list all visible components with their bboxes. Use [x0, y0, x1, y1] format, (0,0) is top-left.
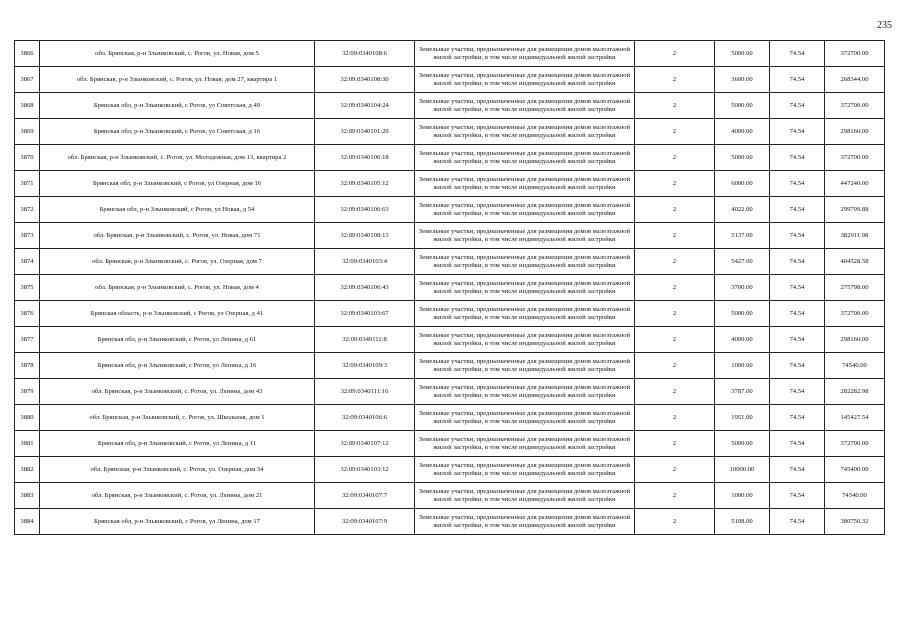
cadastral-value-cell: 447240.00	[825, 171, 885, 197]
address-cell: обл. Брянская, р-н Злынковский, с. Рогов, ул. Ленина, дом 21	[40, 483, 315, 509]
table-row	[15, 119, 885, 145]
category-cell: 2	[635, 171, 715, 197]
row-number: 3883	[15, 483, 40, 509]
cadastral-value-cell: 382911.98	[825, 223, 885, 249]
permitted-use-cell: Земельные участки, предназначенные для размещения домов малоэтажной жилой застройки, в том числе индивидуальной жилой застройки	[415, 405, 635, 431]
address-cell: обл. Брянская, р-н Злынковский, с. Рогов, ул. Новая, дом 27, квартира 1	[40, 67, 315, 93]
address-cell: обл. Брянская, р-н Злынковский, с. Рогов, ул. Озерная, дом 7	[40, 249, 315, 275]
cadastral-number-cell: 32:09:0340106:18	[315, 145, 415, 171]
permitted-use-cell: Земельные участки, предназначенные для размещения домов малоэтажной жилой застройки, в том числе индивидуальной жилой застройки	[415, 275, 635, 301]
category-cell: 2	[635, 379, 715, 405]
category-cell: 2	[635, 327, 715, 353]
area-cell: 5137.00	[715, 223, 770, 249]
cadastral-number-cell: 32:09:0340108:13	[315, 223, 415, 249]
category-cell: 2	[635, 41, 715, 67]
cadastral-number-cell: 32:09:0340106:43	[315, 275, 415, 301]
cadastral-value-cell: 275798.00	[825, 275, 885, 301]
row-number: 3866	[15, 41, 40, 67]
table-row	[15, 457, 885, 483]
cadastral-value-cell: 299799.88	[825, 197, 885, 223]
row-number: 3877	[15, 327, 40, 353]
cadastral-number-cell: 32:09:0340106:63	[315, 197, 415, 223]
cadastral-number-cell: 32:09:0340103:4	[315, 249, 415, 275]
row-number: 3873	[15, 223, 40, 249]
row-number: 3880	[15, 405, 40, 431]
cadastral-value-cell: 298160.00	[825, 119, 885, 145]
cadastral-value-cell: 404528.58	[825, 249, 885, 275]
row-number: 3881	[15, 431, 40, 457]
permitted-use-cell: Земельные участки, предназначенные для размещения домов малоэтажной жилой застройки, в том числе индивидуальной жилой застройки	[415, 171, 635, 197]
category-cell: 2	[635, 457, 715, 483]
area-cell: 10000.00	[715, 457, 770, 483]
cadastral-value-cell: 372700.00	[825, 41, 885, 67]
area-cell: 5000.00	[715, 301, 770, 327]
table-row	[15, 483, 885, 509]
cadastral-number-cell: 32:09:0340107:12	[315, 431, 415, 457]
cadastral-number-cell: 32:09:0340111:8	[315, 327, 415, 353]
cadastral-number-cell: 32:09:0340103:67	[315, 301, 415, 327]
cadastral-number-cell: 32:09:0340111:16	[315, 379, 415, 405]
table-body	[15, 41, 885, 535]
cadastral-value-cell: 282282.98	[825, 379, 885, 405]
permitted-use-cell: Земельные участки, предназначенные для размещения домов малоэтажной жилой застройки, в том числе индивидуальной жилой застройки	[415, 93, 635, 119]
table-row	[15, 223, 885, 249]
cadastral-number-cell: 32:09:0340103:12	[315, 457, 415, 483]
table-row	[15, 509, 885, 535]
area-cell: 3600.00	[715, 67, 770, 93]
area-cell: 1951.00	[715, 405, 770, 431]
table-row	[15, 67, 885, 93]
row-number: 3879	[15, 379, 40, 405]
rate-cell: 74.54	[770, 223, 825, 249]
table-row	[15, 405, 885, 431]
cadastral-number-cell: 32:09:0340107:7	[315, 483, 415, 509]
category-cell: 2	[635, 197, 715, 223]
row-number: 3875	[15, 275, 40, 301]
cadastral-value-cell: 372700.00	[825, 431, 885, 457]
row-number: 3871	[15, 171, 40, 197]
permitted-use-cell: Земельные участки, предназначенные для размещения домов малоэтажной жилой застройки, в том числе индивидуальной жилой застройки	[415, 301, 635, 327]
permitted-use-cell: Земельные участки, предназначенные для размещения домов малоэтажной жилой застройки, в том числе индивидуальной жилой застройки	[415, 353, 635, 379]
area-cell: 5000.00	[715, 145, 770, 171]
cadastral-value-cell: 380750.32	[825, 509, 885, 535]
address-cell: обл. Брянская, р-н Злынковский, с. Рогов, ул. Новая, дом 4	[40, 275, 315, 301]
cadastral-value-cell: 145427.54	[825, 405, 885, 431]
rate-cell: 74.54	[770, 301, 825, 327]
cadastral-value-cell: 298160.00	[825, 327, 885, 353]
table-row	[15, 41, 885, 67]
table-row	[15, 197, 885, 223]
table-row	[15, 275, 885, 301]
permitted-use-cell: Земельные участки, предназначенные для размещения домов малоэтажной жилой застройки, в том числе индивидуальной жилой застройки	[415, 145, 635, 171]
cadastral-number-cell: 32:09:0340108:30	[315, 67, 415, 93]
area-cell: 4022.00	[715, 197, 770, 223]
rate-cell: 74.54	[770, 275, 825, 301]
rate-cell: 74.54	[770, 197, 825, 223]
address-cell: Брянская обл, р-н Злынковский, с Рогов, ул Советская, д 16	[40, 119, 315, 145]
area-cell: 4000.00	[715, 119, 770, 145]
rate-cell: 74.54	[770, 353, 825, 379]
address-cell: Брянская обл, р-н Злынковский, с Рогов, ул Ленина, дом 17	[40, 509, 315, 535]
rate-cell: 74.54	[770, 405, 825, 431]
address-cell: обл. Брянская, р-н Злынковский, с. Рогов, ул. Молодежная, дом 13, квартира 2	[40, 145, 315, 171]
rate-cell: 74.54	[770, 249, 825, 275]
table-row	[15, 301, 885, 327]
cadastral-value-cell: 372700.00	[825, 145, 885, 171]
category-cell: 2	[635, 93, 715, 119]
category-cell: 2	[635, 249, 715, 275]
cadastral-value-cell: 268344.00	[825, 67, 885, 93]
rate-cell: 74.54	[770, 379, 825, 405]
area-cell: 1000.00	[715, 353, 770, 379]
rate-cell: 74.54	[770, 67, 825, 93]
table-row	[15, 353, 885, 379]
cadastral-value-cell: 74540.00	[825, 353, 885, 379]
area-cell: 5000.00	[715, 41, 770, 67]
permitted-use-cell: Земельные участки, предназначенные для размещения домов малоэтажной жилой застройки, в том числе индивидуальной жилой застройки	[415, 41, 635, 67]
row-number: 3868	[15, 93, 40, 119]
permitted-use-cell: Земельные участки, предназначенные для размещения домов малоэтажной жилой застройки, в том числе индивидуальной жилой застройки	[415, 431, 635, 457]
cadastral-number-cell: 32:09:0340104:24	[315, 93, 415, 119]
category-cell: 2	[635, 353, 715, 379]
cadastral-number-cell: 32:09:0340105:12	[315, 171, 415, 197]
rate-cell: 74.54	[770, 145, 825, 171]
row-number: 3872	[15, 197, 40, 223]
area-cell: 5000.00	[715, 431, 770, 457]
table-row	[15, 431, 885, 457]
category-cell: 2	[635, 431, 715, 457]
area-cell: 4000.00	[715, 327, 770, 353]
area-cell: 5000.00	[715, 93, 770, 119]
area-cell: 1000.00	[715, 483, 770, 509]
cadastral-number-cell: 32:09:0340108:6	[315, 41, 415, 67]
cadastral-number-cell: 32:09:0340101:20	[315, 119, 415, 145]
row-number: 3869	[15, 119, 40, 145]
address-cell: обл. Брянская, р-н Злынковский, с. Рогов, ул. Школьная, дом 1	[40, 405, 315, 431]
address-cell: Брянская обл, р-н Злынковский, с Рогов, ул Озерная, дом 16	[40, 171, 315, 197]
permitted-use-cell: Земельные участки, предназначенные для размещения домов малоэтажной жилой застройки, в том числе индивидуальной жилой застройки	[415, 223, 635, 249]
category-cell: 2	[635, 67, 715, 93]
category-cell: 2	[635, 483, 715, 509]
category-cell: 2	[635, 119, 715, 145]
row-number: 3870	[15, 145, 40, 171]
row-number: 3884	[15, 509, 40, 535]
cadastral-value-cell: 372700.00	[825, 93, 885, 119]
row-number: 3882	[15, 457, 40, 483]
table-row	[15, 93, 885, 119]
table-row	[15, 327, 885, 353]
land-plot-registry-table	[14, 40, 885, 535]
category-cell: 2	[635, 509, 715, 535]
address-cell: обл. Брянская, р-н Злынковский, с. Рогов, ул. Новая, дом 5	[40, 41, 315, 67]
address-cell: обл. Брянская, р-н Злынковский, с. Рогов, ул. Озерная, дом 34	[40, 457, 315, 483]
area-cell: 6000.00	[715, 171, 770, 197]
row-number: 3867	[15, 67, 40, 93]
permitted-use-cell: Земельные участки, предназначенные для размещения домов малоэтажной жилой застройки, в том числе индивидуальной жилой застройки	[415, 509, 635, 535]
area-cell: 3787.00	[715, 379, 770, 405]
area-cell: 5427.00	[715, 249, 770, 275]
area-cell: 5108.00	[715, 509, 770, 535]
category-cell: 2	[635, 405, 715, 431]
cadastral-value-cell: 745400.00	[825, 457, 885, 483]
address-cell: Брянская обл, р-н Злынковский, с Рогов, ул Новая, д 54	[40, 197, 315, 223]
address-cell: Брянская обл, р-н Злынковский, с Рогов, ул Советская, д 49	[40, 93, 315, 119]
row-number: 3874	[15, 249, 40, 275]
rate-cell: 74.54	[770, 509, 825, 535]
row-number: 3878	[15, 353, 40, 379]
permitted-use-cell: Земельные участки, предназначенные для размещения домов малоэтажной жилой застройки, в том числе индивидуальной жилой застройки	[415, 249, 635, 275]
cadastral-value-cell: 372700.00	[825, 301, 885, 327]
area-cell: 3700.00	[715, 275, 770, 301]
rate-cell: 74.54	[770, 171, 825, 197]
address-cell: обл. Брянская, р-н Злынковский, с. Рогов, ул. Новая, дом 71	[40, 223, 315, 249]
permitted-use-cell: Земельные участки, предназначенные для размещения домов малоэтажной жилой застройки, в том числе индивидуальной жилой застройки	[415, 457, 635, 483]
permitted-use-cell: Земельные участки, предназначенные для размещения домов малоэтажной жилой застройки, в том числе индивидуальной жилой застройки	[415, 119, 635, 145]
address-cell: обл. Брянская, р-н Злынковский, с. Рогов, ул. Ленина, дом 43	[40, 379, 315, 405]
rate-cell: 74.54	[770, 119, 825, 145]
rate-cell: 74.54	[770, 93, 825, 119]
permitted-use-cell: Земельные участки, предназначенные для размещения домов малоэтажной жилой застройки, в том числе индивидуальной жилой застройки	[415, 379, 635, 405]
address-cell: Брянская обл, р-н Злынковский, с Рогов, ул Ленина, д 16	[40, 353, 315, 379]
permitted-use-cell: Земельные участки, предназначенные для размещения домов малоэтажной жилой застройки, в том числе индивидуальной жилой застройки	[415, 67, 635, 93]
address-cell: Брянская обл, р-н Злынковский, с Рогов, ул Ленина, д 61	[40, 327, 315, 353]
cadastral-value-cell: 74540.00	[825, 483, 885, 509]
rate-cell: 74.54	[770, 41, 825, 67]
address-cell: Брянская область, р-н Злынковский, с Рогов, ул Озерная, д 41	[40, 301, 315, 327]
permitted-use-cell: Земельные участки, предназначенные для размещения домов малоэтажной жилой застройки, в том числе индивидуальной жилой застройки	[415, 483, 635, 509]
rate-cell: 74.54	[770, 327, 825, 353]
permitted-use-cell: Земельные участки, предназначенные для размещения домов малоэтажной жилой застройки, в том числе индивидуальной жилой застройки	[415, 327, 635, 353]
row-number: 3876	[15, 301, 40, 327]
permitted-use-cell: Земельные участки, предназначенные для размещения домов малоэтажной жилой застройки, в том числе индивидуальной жилой застройки	[415, 197, 635, 223]
cadastral-number-cell: 32:09:0340106:6	[315, 405, 415, 431]
table-row	[15, 145, 885, 171]
rate-cell: 74.54	[770, 483, 825, 509]
cadastral-number-cell: 32:09:0340109:3	[315, 353, 415, 379]
rate-cell: 74.54	[770, 431, 825, 457]
category-cell: 2	[635, 275, 715, 301]
cadastral-number-cell: 32:09:0340107:9	[315, 509, 415, 535]
rate-cell: 74.54	[770, 457, 825, 483]
category-cell: 2	[635, 301, 715, 327]
address-cell: Брянская обл, р-н Злынковский, с Рогов, ул Ленина, д 11	[40, 431, 315, 457]
table-row	[15, 171, 885, 197]
table-row	[15, 379, 885, 405]
category-cell: 2	[635, 145, 715, 171]
page-number: 235	[877, 20, 892, 31]
table-row	[15, 249, 885, 275]
category-cell: 2	[635, 223, 715, 249]
